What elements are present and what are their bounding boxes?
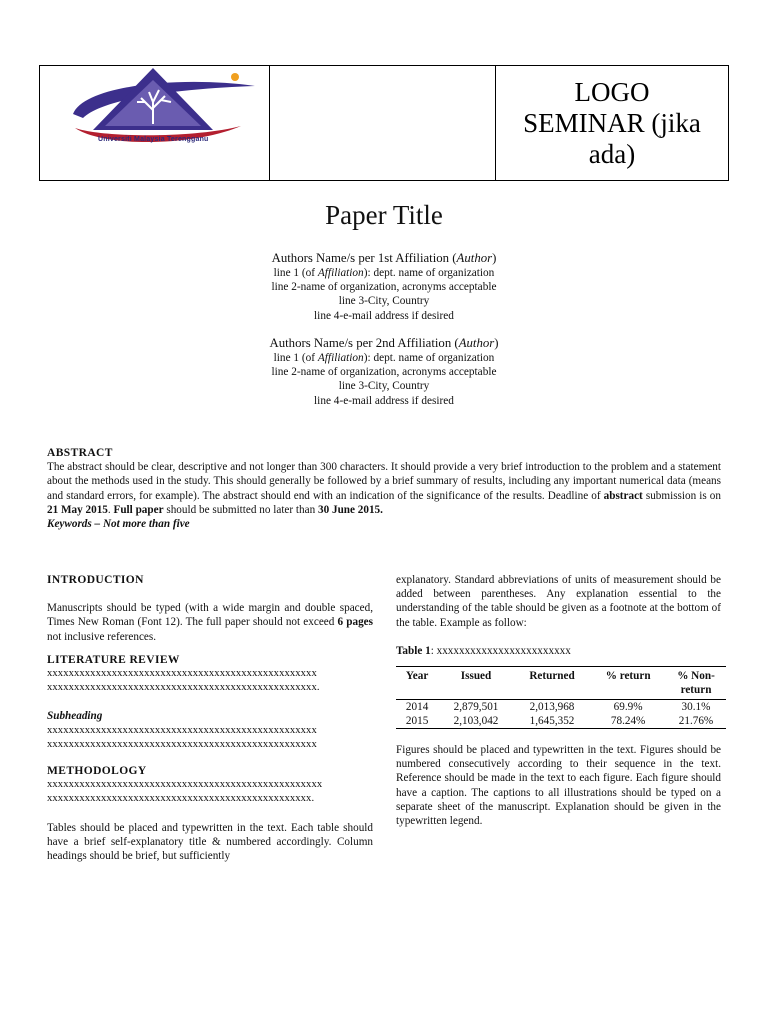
abstract-heading: ABSTRACT: [47, 447, 113, 459]
column-header: % Non-return: [666, 667, 726, 700]
subheading: Subheading: [47, 710, 103, 723]
left-column: [47, 573, 373, 863]
literature-review-line-2: xxxxxxxxxxxxxxxxxxxxxxxxxxxxxxxxxxxxxxxxxxxxxxxxxx.: [47, 682, 320, 694]
table-caption: Table 1: xxxxxxxxxxxxxxxxxxxxxxxx: [396, 644, 571, 657]
keywords: Keywords – Not more than five: [47, 518, 190, 531]
literature-review-heading: LITERATURE REVIEW: [47, 653, 180, 666]
literature-review-line-1: xxxxxxxxxxxxxxxxxxxxxxxxxxxxxxxxxxxxxxxxxxxxxxxxxx: [47, 668, 317, 680]
introduction-text: Manuscripts should be typed (with a wide margin and double spaced, Times New Roman (Font 12). The full paper should not exceed 6 pages not inclusive references.: [47, 602, 374, 643]
table-cell: 78.24%: [590, 714, 666, 729]
affiliation-line-2: line 2-name of organization, acronyms acceptable: [271, 366, 497, 379]
author-name-line: Authors Name/s per 2nd Affiliation (Author): [269, 336, 499, 350]
subheading-line-1: xxxxxxxxxxxxxxxxxxxxxxxxxxxxxxxxxxxxxxxxxxxxxxxxxx: [47, 724, 317, 736]
column-header: Year: [396, 667, 438, 700]
seminar-logo-text: LOGO SEMINAR (jika ada): [523, 76, 701, 169]
table-cell: 2,013,968: [529, 701, 575, 714]
table-row: [396, 714, 726, 729]
affiliation-line-2: line 2-name of organization, acronyms acceptable: [271, 281, 497, 294]
affiliation-line-4: line 4-e-mail address if desired: [314, 309, 454, 322]
author-name-line: Authors Name/s per 1st Affiliation (Author): [271, 251, 497, 265]
table-cell: 2,879,501: [453, 701, 499, 714]
table-cell: 30.1%: [681, 701, 711, 714]
seminar-logo-cell: [496, 66, 728, 180]
university-logo-cell: [40, 66, 270, 180]
paper-title: Paper Title: [325, 200, 443, 230]
table-row: [396, 700, 726, 715]
abstract-section: [47, 446, 721, 531]
logo-caption: Universiti Malaysia Terengganu: [98, 136, 209, 143]
table-cell: 69.9%: [613, 701, 643, 714]
table-header-row: [396, 667, 726, 700]
affiliation-line-3: line 3-City, Country: [338, 380, 430, 393]
subheading-line-2: xxxxxxxxxxxxxxxxxxxxxxxxxxxxxxxxxxxxxxxxxxxxxxxxxx: [47, 738, 317, 750]
methodology-heading: METHODOLOGY: [47, 765, 147, 778]
affiliation-block-1: [0, 250, 768, 323]
continuation-paragraph: explanatory. Standard abbreviations of units of measurement should be added between parentheses. Any explanation essential to the understanding of the table should be given as a footnote at the bottom of the table. Example as follow:: [396, 574, 721, 629]
data-table: [396, 666, 726, 729]
affiliation-line-4: line 4-e-mail address if desired: [314, 394, 454, 407]
right-column: [396, 573, 721, 828]
column-header: Returned: [514, 667, 590, 700]
table-cell: 1,645,352: [514, 714, 590, 729]
table-cell: 2,103,042: [438, 714, 514, 729]
abstract-text: The abstract should be clear, descriptive and not longer than 300 characters. It should provide a very brief introduction to the problem and a statement about the methods used in the study. This should generally be followed by a brief summary of results, including any important numerical data (means and standard errors, for example). The abstract should end with an indication of the significance of the results. Deadline of abstract submission is on 21 May 2015. Full paper should be submitted no later than 30 June 2015.: [47, 461, 721, 516]
methodology-line-2: xxxxxxxxxxxxxxxxxxxxxxxxxxxxxxxxxxxxxxxxxxxxxxxxx.: [47, 793, 315, 805]
header-table: [39, 65, 729, 181]
figures-paragraph: Figures should be placed and typewritten in the text. Figures should be numbered consecutively according to their sequence in the text. Reference should be made in the text to each figure. Each figure should have a caption. The captions to all illustrations should be typed on a separate sheet of the manuscript. Explanation should be given in the typewritten legend.: [396, 744, 721, 828]
table-cell: 21.76%: [666, 714, 726, 729]
affiliation-line-1: line 1 (of Affiliation): dept. name of organization: [273, 267, 495, 279]
methodology-paragraph: Tables should be placed and typewritten in the text. Each table should have a brief self-explanatory title & numbered accordingly. Column headings should be brief, but sufficiently: [47, 821, 373, 863]
column-header: Issued: [438, 667, 514, 700]
methodology-line-1: xxxxxxxxxxxxxxxxxxxxxxxxxxxxxxxxxxxxxxxxxxxxxxxxxxx: [47, 779, 323, 791]
affiliation-line-3: line 3-City, Country: [338, 295, 430, 308]
table-cell: 2014: [405, 701, 429, 714]
affiliation-block-2: [0, 335, 768, 408]
table-cell: 2015: [396, 714, 438, 729]
introduction-heading: INTRODUCTION: [47, 574, 144, 586]
affiliation-line-1: line 1 (of Affiliation): dept. name of organization: [273, 352, 495, 364]
header-empty-cell: [270, 66, 496, 180]
column-header: % return: [590, 667, 666, 700]
